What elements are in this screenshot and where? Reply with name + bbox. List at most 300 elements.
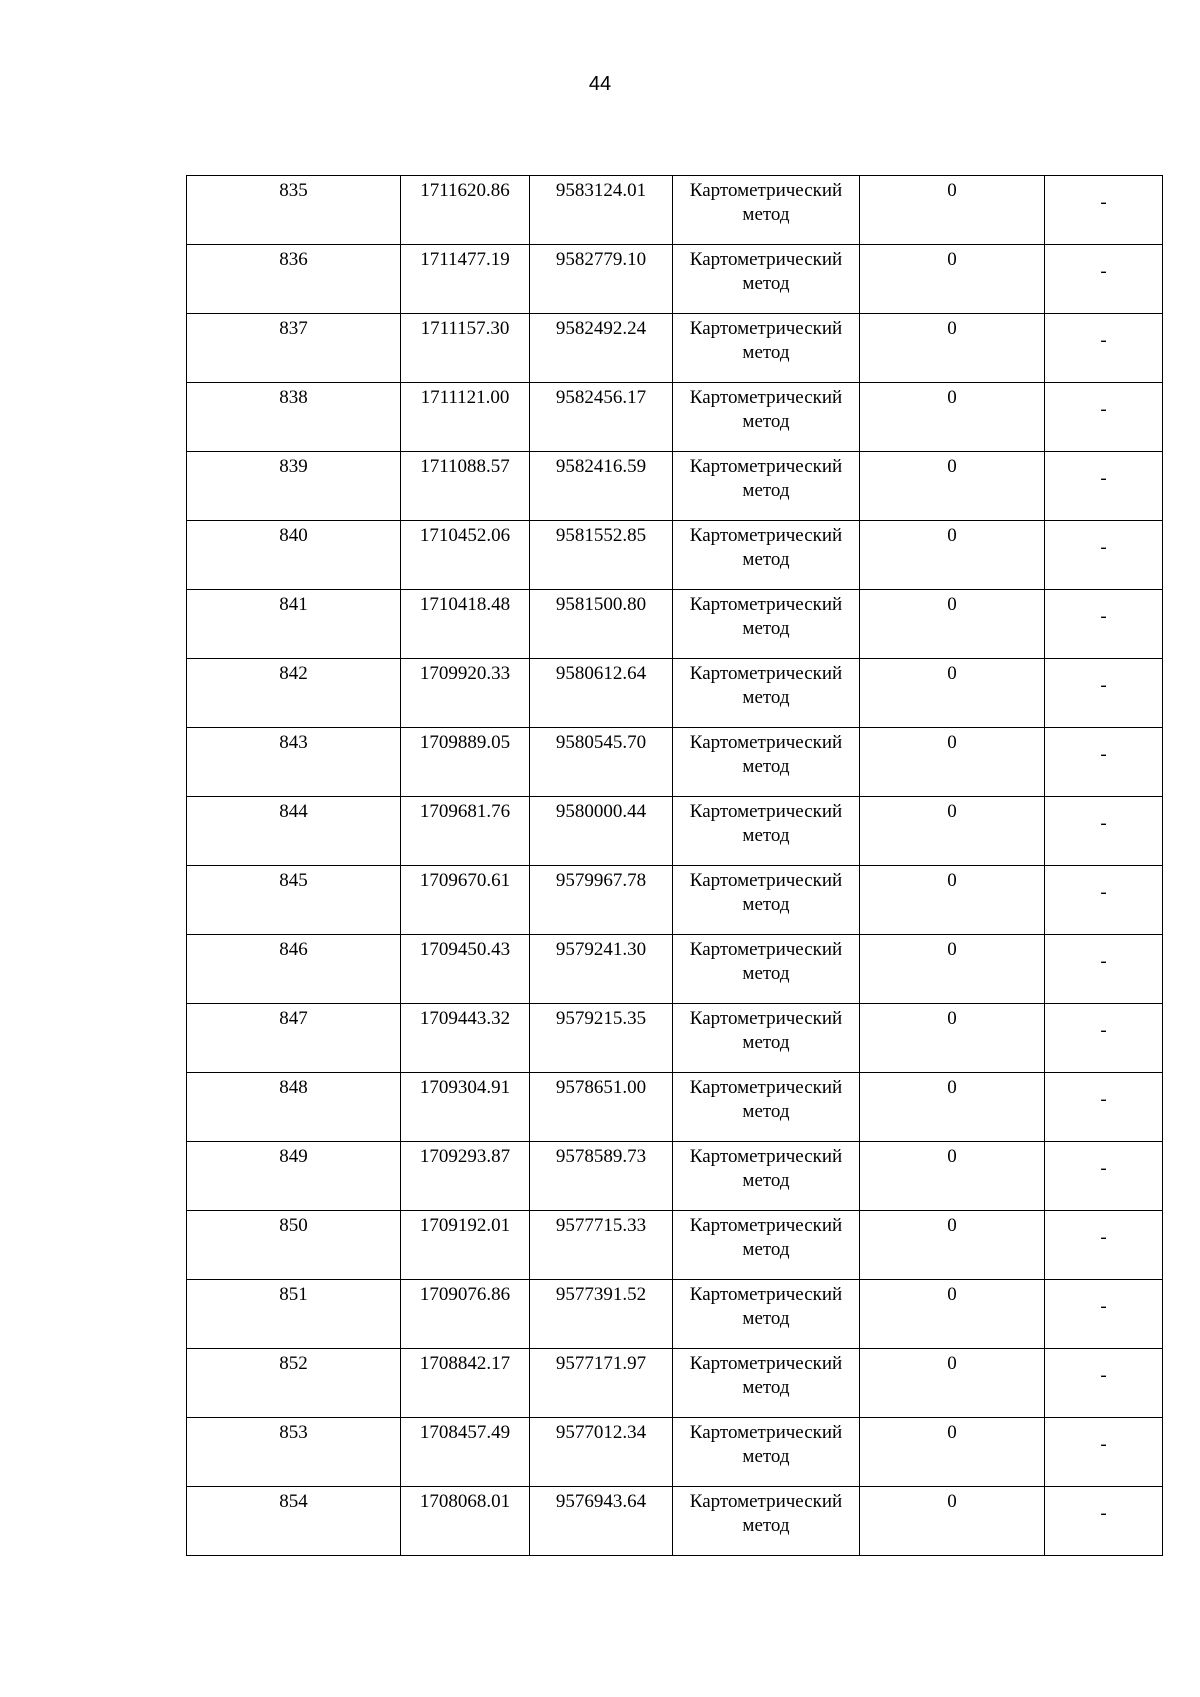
table-row [187, 1073, 1163, 1142]
coordinate-x: 1711157.30 [420, 318, 510, 339]
note-value: - [1100, 1365, 1107, 1386]
note-value-cell [1045, 1280, 1163, 1349]
point-number: 839 [279, 456, 308, 477]
method-line-1: Картометрический [689, 1353, 843, 1374]
note-value-cell [1045, 659, 1163, 728]
table-row [187, 1280, 1163, 1349]
table-row [187, 1487, 1163, 1556]
coordinate-y: 9583124.01 [555, 180, 647, 201]
method-line-2: метод [742, 756, 790, 777]
coordinate-y-cell [530, 314, 673, 383]
point-number: 850 [279, 1215, 308, 1236]
point-number-cell [187, 521, 401, 590]
method-line-2: метод [742, 342, 790, 363]
error-value: 0 [947, 939, 957, 960]
method-cell [673, 797, 860, 866]
coordinate-y-cell [530, 1073, 673, 1142]
note-value-cell [1045, 176, 1163, 245]
point-number: 853 [279, 1422, 308, 1443]
coordinate-x: 1709443.32 [419, 1008, 511, 1029]
coordinate-y-cell [530, 1211, 673, 1280]
table-row [187, 521, 1163, 590]
method-line-2: метод [742, 1308, 790, 1329]
error-value-cell [860, 1073, 1045, 1142]
method-line-2: метод [742, 1239, 790, 1260]
coordinate-y: 9580000.44 [555, 801, 647, 822]
point-number: 847 [279, 1008, 308, 1029]
error-value-cell [860, 866, 1045, 935]
table-row [187, 1142, 1163, 1211]
method-cell [673, 521, 860, 590]
note-value: - [1100, 1503, 1107, 1524]
coordinate-x: 1710418.48 [419, 594, 511, 615]
method [673, 176, 859, 227]
note-value: - [1100, 1296, 1107, 1317]
method [673, 1073, 859, 1124]
note-value-cell [1045, 866, 1163, 935]
method-line-2: метод [742, 549, 790, 570]
method [673, 1487, 859, 1538]
coordinate-y: 9578589.73 [555, 1146, 647, 1167]
point-number-cell [187, 245, 401, 314]
method [673, 1349, 859, 1400]
note-value: - [1100, 606, 1107, 627]
error-value-cell [860, 1004, 1045, 1073]
coordinate-x-cell [401, 1142, 530, 1211]
coordinate-x-cell [401, 452, 530, 521]
coordinate-y-cell [530, 452, 673, 521]
note-value: - [1100, 261, 1107, 282]
method-line-2: метод [742, 1032, 790, 1053]
point-number: 845 [279, 870, 308, 891]
coordinate-x-cell [401, 590, 530, 659]
method-cell [673, 245, 860, 314]
note-value: - [1100, 813, 1107, 834]
error-value: 0 [947, 180, 957, 201]
error-value-cell [860, 590, 1045, 659]
method-cell [673, 1418, 860, 1487]
note-value: - [1100, 399, 1107, 420]
coordinate-y-cell [530, 245, 673, 314]
point-number-cell [187, 1418, 401, 1487]
note-value: - [1100, 744, 1107, 765]
coordinate-x: 1709670.61 [419, 870, 511, 891]
error-value: 0 [947, 663, 957, 684]
method-line-2: метод [742, 687, 790, 708]
method-cell [673, 383, 860, 452]
error-value: 0 [947, 594, 957, 615]
point-number-cell [187, 1211, 401, 1280]
note-value-cell [1045, 383, 1163, 452]
table-row [187, 1418, 1163, 1487]
table-row [187, 383, 1163, 452]
coordinate-x: 1709304.91 [419, 1077, 511, 1098]
coordinate-y: 9579967.78 [555, 870, 647, 891]
point-number-cell [187, 1349, 401, 1418]
point-number-cell [187, 1487, 401, 1556]
coordinate-x: 1709192.01 [419, 1215, 511, 1236]
coordinate-y-cell [530, 797, 673, 866]
point-number: 844 [279, 801, 308, 822]
error-value: 0 [947, 1491, 957, 1512]
point-number: 852 [279, 1353, 308, 1374]
coordinate-x: 1708068.01 [419, 1491, 511, 1512]
coordinate-x: 1709889.05 [419, 732, 511, 753]
coordinate-y-cell [530, 1004, 673, 1073]
method-line-1: Картометрический [689, 318, 843, 339]
method-line-1: Картометрический [689, 939, 843, 960]
method-line-1: Картометрический [689, 1215, 843, 1236]
method [673, 1280, 859, 1331]
coordinate-y-cell [530, 176, 673, 245]
coordinate-x-cell [401, 176, 530, 245]
coordinate-x-cell [401, 521, 530, 590]
table-row [187, 935, 1163, 1004]
error-value: 0 [947, 1077, 957, 1098]
coordinate-x-cell [401, 659, 530, 728]
note-value-cell [1045, 245, 1163, 314]
table-row [187, 590, 1163, 659]
coordinate-y-cell [530, 521, 673, 590]
coordinate-y-cell [530, 1142, 673, 1211]
note-value-cell [1045, 935, 1163, 1004]
method-line-1: Картометрический [689, 1422, 843, 1443]
coordinate-y-cell [530, 659, 673, 728]
method [673, 659, 859, 710]
point-number-cell [187, 383, 401, 452]
method-line-2: метод [742, 1101, 790, 1122]
note-value: - [1100, 468, 1107, 489]
note-value-cell [1045, 728, 1163, 797]
note-value: - [1100, 1089, 1107, 1110]
method [673, 521, 859, 572]
method-cell [673, 1004, 860, 1073]
method-cell [673, 1349, 860, 1418]
coordinate-x-cell [401, 383, 530, 452]
table-row [187, 659, 1163, 728]
error-value: 0 [947, 801, 957, 822]
coordinate-x: 1711620.86 [420, 180, 510, 201]
method-line-2: метод [742, 204, 790, 225]
method-cell [673, 935, 860, 1004]
note-value-cell [1045, 590, 1163, 659]
point-number: 849 [279, 1146, 308, 1167]
table-body [187, 176, 1163, 1556]
coordinate-y-cell [530, 728, 673, 797]
error-value-cell [860, 314, 1045, 383]
method-cell [673, 176, 860, 245]
note-value-cell [1045, 1073, 1163, 1142]
method [673, 866, 859, 917]
method-line-1: Картометрический [689, 1008, 843, 1029]
method-line-2: метод [742, 480, 790, 501]
method [673, 728, 859, 779]
point-number-cell [187, 797, 401, 866]
coordinate-x-cell [401, 728, 530, 797]
method-line-1: Картометрический [689, 180, 843, 201]
method [673, 452, 859, 503]
error-value: 0 [947, 1422, 957, 1443]
coordinate-x-cell [401, 1280, 530, 1349]
error-value-cell [860, 1211, 1045, 1280]
method [673, 245, 859, 296]
method-line-2: метод [742, 618, 790, 639]
method-line-1: Картометрический [689, 249, 843, 270]
coordinate-y: 9578651.00 [555, 1077, 647, 1098]
note-value-cell [1045, 452, 1163, 521]
coordinate-y: 9577012.34 [555, 1422, 647, 1443]
method-cell [673, 590, 860, 659]
coordinate-y: 9582779.10 [555, 249, 647, 270]
point-number: 841 [279, 594, 308, 615]
coordinate-y-cell [530, 1487, 673, 1556]
method-cell [673, 728, 860, 797]
error-value: 0 [947, 249, 957, 270]
point-number-cell [187, 452, 401, 521]
method-line-1: Картометрический [689, 456, 843, 477]
method-cell [673, 1487, 860, 1556]
coordinate-y: 9577171.97 [555, 1353, 647, 1374]
coordinate-x-cell [401, 935, 530, 1004]
coordinate-x-cell [401, 1004, 530, 1073]
coordinate-x-cell [401, 1487, 530, 1556]
error-value: 0 [947, 1008, 957, 1029]
coordinate-y: 9581500.80 [555, 594, 647, 615]
point-number-cell [187, 1142, 401, 1211]
coordinate-y: 9580612.64 [555, 663, 647, 684]
error-value: 0 [947, 387, 957, 408]
method-line-2: метод [742, 825, 790, 846]
coordinate-y-cell [530, 1349, 673, 1418]
error-value-cell [860, 452, 1045, 521]
point-number: 846 [279, 939, 308, 960]
coordinate-y-cell [530, 383, 673, 452]
coordinate-x-cell [401, 797, 530, 866]
table-row [187, 176, 1163, 245]
point-number-cell [187, 866, 401, 935]
method-cell [673, 1073, 860, 1142]
method-line-2: метод [742, 273, 790, 294]
point-number-cell [187, 314, 401, 383]
note-value-cell [1045, 1487, 1163, 1556]
coordinate-y: 9582456.17 [555, 387, 647, 408]
method-line-1: Картометрический [689, 663, 843, 684]
note-value: - [1100, 537, 1107, 558]
note-value-cell [1045, 1211, 1163, 1280]
coordinate-x: 1708842.17 [419, 1353, 511, 1374]
note-value-cell [1045, 797, 1163, 866]
error-value: 0 [947, 1215, 957, 1236]
method-cell [673, 452, 860, 521]
point-number-cell [187, 659, 401, 728]
page-number: 44 [588, 73, 612, 95]
error-value-cell [860, 245, 1045, 314]
coordinate-x: 1709681.76 [419, 801, 511, 822]
error-value-cell [860, 521, 1045, 590]
note-value: - [1100, 882, 1107, 903]
coordinate-y-cell [530, 935, 673, 1004]
error-value-cell [860, 176, 1045, 245]
coordinate-y-cell [530, 866, 673, 935]
error-value-cell [860, 935, 1045, 1004]
point-number-cell [187, 728, 401, 797]
coordinate-y: 9582492.24 [555, 318, 647, 339]
method-line-2: метод [742, 411, 790, 432]
point-number-cell [187, 935, 401, 1004]
point-number: 837 [279, 318, 308, 339]
note-value: - [1100, 1158, 1107, 1179]
method-line-1: Картометрический [689, 1146, 843, 1167]
method-cell [673, 659, 860, 728]
method-line-1: Картометрический [689, 801, 843, 822]
note-value: - [1100, 1020, 1107, 1041]
coordinate-x: 1711088.57 [420, 456, 510, 477]
note-value-cell [1045, 1418, 1163, 1487]
coordinate-x-cell [401, 1418, 530, 1487]
method [673, 1004, 859, 1055]
method-line-1: Картометрический [689, 594, 843, 615]
point-number: 851 [279, 1284, 308, 1305]
table-row [187, 452, 1163, 521]
table-row [187, 245, 1163, 314]
method-line-1: Картометрический [689, 732, 843, 753]
note-value-cell [1045, 1004, 1163, 1073]
coordinate-x: 1709293.87 [419, 1146, 511, 1167]
coordinate-x: 1709920.33 [419, 663, 511, 684]
table-row [187, 314, 1163, 383]
method-line-1: Картометрический [689, 1077, 843, 1098]
point-number: 836 [279, 249, 308, 270]
note-value-cell [1045, 1349, 1163, 1418]
table-row [187, 1349, 1163, 1418]
method [673, 1418, 859, 1469]
method [673, 314, 859, 365]
error-value-cell [860, 1142, 1045, 1211]
coordinate-x-cell [401, 1211, 530, 1280]
coordinate-x: 1711121.00 [420, 387, 510, 408]
note-value: - [1100, 1227, 1107, 1248]
coordinate-x: 1709450.43 [419, 939, 511, 960]
point-number-cell [187, 176, 401, 245]
error-value-cell [860, 728, 1045, 797]
method-line-2: метод [742, 963, 790, 984]
table-row [187, 1004, 1163, 1073]
note-value-cell [1045, 521, 1163, 590]
method [673, 1211, 859, 1262]
coordinate-y: 9579215.35 [555, 1008, 647, 1029]
error-value: 0 [947, 456, 957, 477]
method-line-1: Картометрический [689, 387, 843, 408]
method-line-1: Картометрический [689, 1284, 843, 1305]
error-value: 0 [947, 1146, 957, 1167]
coordinate-x: 1708457.49 [419, 1422, 511, 1443]
error-value-cell [860, 1349, 1045, 1418]
method-line-2: метод [742, 1515, 790, 1536]
table-row [187, 797, 1163, 866]
method-line-1: Картометрический [689, 1491, 843, 1512]
coordinate-x: 1709076.86 [419, 1284, 511, 1305]
note-value: - [1100, 192, 1107, 213]
coordinate-y: 9580545.70 [555, 732, 647, 753]
error-value: 0 [947, 1284, 957, 1305]
point-number: 842 [279, 663, 308, 684]
error-value-cell [860, 1418, 1045, 1487]
error-value: 0 [947, 870, 957, 891]
table-row [187, 866, 1163, 935]
coordinate-y: 9582416.59 [555, 456, 647, 477]
coordinate-y-cell [530, 590, 673, 659]
method-cell [673, 1142, 860, 1211]
note-value: - [1100, 675, 1107, 696]
point-number-cell [187, 1280, 401, 1349]
method [673, 590, 859, 641]
error-value: 0 [947, 318, 957, 339]
coordinate-y: 9581552.85 [555, 525, 647, 546]
note-value: - [1100, 330, 1107, 351]
method [673, 383, 859, 434]
error-value-cell [860, 1487, 1045, 1556]
method [673, 797, 859, 848]
error-value: 0 [947, 732, 957, 753]
coordinate-x-cell [401, 245, 530, 314]
error-value: 0 [947, 1353, 957, 1374]
method [673, 1142, 859, 1193]
coordinate-y: 9576943.64 [555, 1491, 647, 1512]
table-row [187, 1211, 1163, 1280]
error-value-cell [860, 383, 1045, 452]
point-number-cell [187, 1073, 401, 1142]
method-cell [673, 866, 860, 935]
coordinates-table [186, 175, 1163, 1556]
note-value: - [1100, 951, 1107, 972]
point-number-cell [187, 590, 401, 659]
method-line-2: метод [742, 1170, 790, 1191]
method-line-1: Картометрический [689, 525, 843, 546]
method-line-2: метод [742, 1377, 790, 1398]
coordinate-x: 1711477.19 [420, 249, 510, 270]
method-line-1: Картометрический [689, 870, 843, 891]
coordinate-y: 9579241.30 [555, 939, 647, 960]
coordinate-x-cell [401, 1073, 530, 1142]
point-number: 854 [279, 1491, 308, 1512]
note-value: - [1100, 1434, 1107, 1455]
error-value-cell [860, 659, 1045, 728]
method-cell [673, 1211, 860, 1280]
method-cell [673, 1280, 860, 1349]
note-value-cell [1045, 314, 1163, 383]
error-value-cell [860, 1280, 1045, 1349]
point-number: 838 [279, 387, 308, 408]
point-number: 843 [279, 732, 308, 753]
coordinate-x-cell [401, 314, 530, 383]
point-number: 840 [279, 525, 308, 546]
coordinate-y-cell [530, 1280, 673, 1349]
point-number: 835 [279, 180, 308, 201]
error-value-cell [860, 797, 1045, 866]
method-line-2: метод [742, 894, 790, 915]
coordinate-y-cell [530, 1418, 673, 1487]
error-value: 0 [947, 525, 957, 546]
method-cell [673, 314, 860, 383]
coordinate-y: 9577391.52 [555, 1284, 647, 1305]
method-line-2: метод [742, 1446, 790, 1467]
coordinate-x-cell [401, 866, 530, 935]
table-row [187, 728, 1163, 797]
point-number: 848 [279, 1077, 308, 1098]
method [673, 935, 859, 986]
point-number-cell [187, 1004, 401, 1073]
coordinate-y: 9577715.33 [555, 1215, 647, 1236]
